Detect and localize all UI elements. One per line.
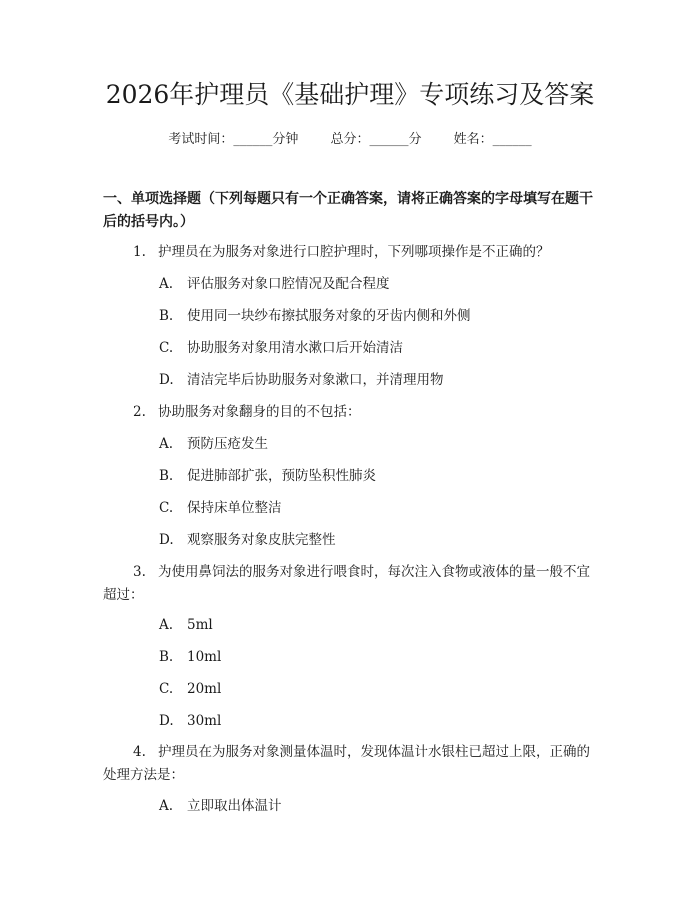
option-letter: D. [159, 532, 174, 548]
option-letter: A. [159, 798, 174, 814]
question-1-option-a [159, 273, 589, 296]
question-text-continuation: 超过： [103, 587, 144, 603]
option-text: 5ml [187, 617, 213, 633]
question-3 [103, 561, 598, 607]
total-score-field: 总分：______分 [330, 132, 422, 147]
option-text: 保持床单位整洁 [187, 500, 282, 516]
option-text: 清洁完毕后协助服务对象漱口，并清理用物 [187, 372, 444, 388]
question-text: 护理员在为服务对象进行口腔护理时，下列哪项操作是不正确的？ [158, 244, 550, 260]
question-3-option-b [159, 646, 589, 669]
option-letter: A. [159, 436, 174, 452]
question-1-option-c [159, 337, 589, 360]
question-number: 4. [133, 744, 146, 760]
option-letter: B. [159, 308, 174, 324]
question-text-continuation: 处理方法是： [103, 767, 184, 783]
question-number: 3. [133, 564, 146, 580]
option-letter: D. [159, 372, 174, 388]
question-2-option-b [159, 465, 589, 488]
option-letter: A. [159, 276, 174, 292]
question-1 [133, 241, 598, 264]
section-heading [103, 188, 593, 234]
question-text: 为使用鼻饲法的服务对象进行喂食时，每次注入食物或液体的量一般不宜 [158, 564, 590, 580]
option-text: 观察服务对象皮肤完整性 [187, 532, 336, 548]
document-title: 2026年护理员《基础护理》专项练习及答案 [105, 80, 595, 109]
option-letter: D. [159, 713, 174, 729]
name-field: 姓名：______ [453, 132, 532, 147]
question-2-option-a [159, 433, 589, 456]
option-letter: A. [159, 617, 174, 633]
option-text: 20ml [187, 681, 222, 697]
question-number: 1. [133, 244, 146, 260]
option-text: 促进肺部扩张，预防坠积性肺炎 [187, 468, 376, 484]
section-heading-line-1: 一、单项选择题（下列每题只有一个正确答案，请将正确答案的字母填写在题干 [103, 191, 593, 207]
option-text: 预防压疮发生 [187, 436, 268, 452]
question-1-option-b [159, 305, 589, 328]
section-heading-line-2: 后的括号内。） [103, 214, 194, 230]
exam-info [0, 130, 700, 150]
question-1-option-d [159, 369, 589, 392]
option-letter: B. [159, 468, 174, 484]
option-text: 评估服务对象口腔情况及配合程度 [187, 276, 390, 292]
question-3-option-a [159, 614, 589, 637]
question-3-option-c [159, 678, 589, 701]
question-3-option-d [159, 710, 589, 733]
question-2-option-d [159, 529, 589, 552]
option-letter: C. [159, 681, 174, 697]
option-letter: C. [159, 340, 174, 356]
option-text: 10ml [187, 649, 222, 665]
option-text: 30ml [187, 713, 222, 729]
question-text: 护理员在为服务对象测量体温时，发现体温计水银柱已超过上限，正确的 [158, 744, 590, 760]
option-text: 协助服务对象用清水漱口后开始清洁 [187, 340, 403, 356]
exam-time-field: 考试时间：______分钟 [168, 132, 299, 147]
question-2-option-c [159, 497, 589, 520]
question-4-option-a [159, 795, 589, 818]
question-4 [103, 741, 598, 787]
option-text: 使用同一块纱布擦拭服务对象的牙齿内侧和外侧 [187, 308, 471, 324]
option-letter: C. [159, 500, 174, 516]
option-text: 立即取出体温计 [187, 798, 282, 814]
option-letter: B. [159, 649, 174, 665]
question-2 [133, 401, 598, 424]
question-number: 2. [133, 404, 146, 420]
question-text: 协助服务对象翻身的目的不包括： [158, 404, 361, 420]
